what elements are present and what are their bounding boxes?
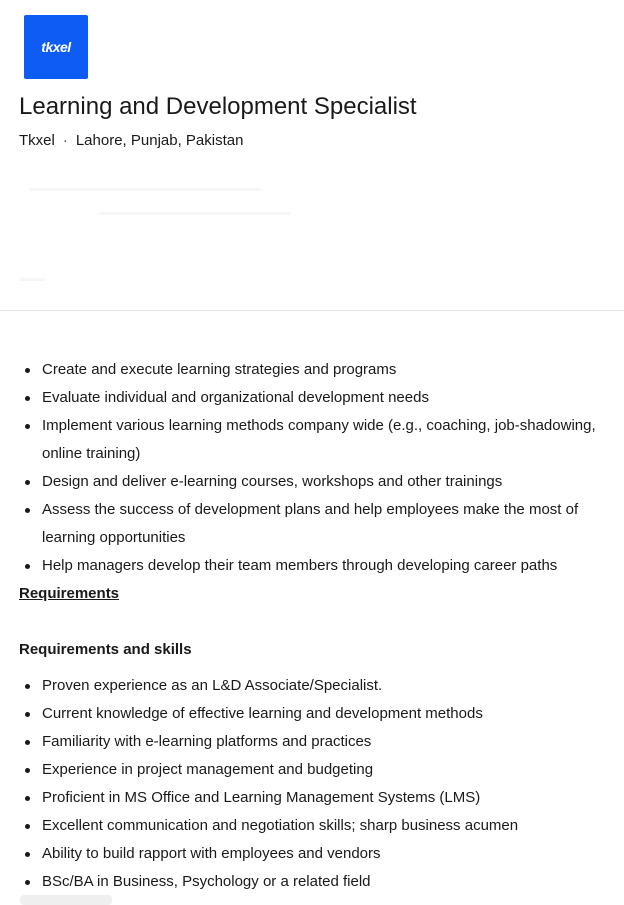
faded-placeholder-area (20, 180, 320, 280)
job-subtitle (19, 132, 243, 149)
list-item: Evaluate individual and organizational development needs (42, 384, 619, 412)
job-title: Learning and Development Specialist (19, 93, 417, 120)
list-item: Excellent communication and negotiation skills; sharp business acumen (42, 812, 619, 840)
job-location: Lahore, Punjab, Pakistan (75, 132, 244, 149)
list-item: Help managers develop their team members through developing career paths (42, 552, 619, 580)
list-item: Proven experience as an L&D Associate/Specialist. (42, 672, 619, 700)
list-item: Assess the success of development plans and help employees make the most of learning opportunities (42, 496, 619, 552)
list-item: Ability to build rapport with employees and vendors (42, 840, 619, 868)
separator: · (62, 132, 68, 149)
responsibilities-list (19, 356, 619, 580)
requirements-label: Requirements (19, 585, 120, 602)
list-item: Familiarity with e-learning platforms and practices (42, 728, 619, 756)
company-name[interactable]: Tkxel (19, 132, 55, 149)
company-logo[interactable] (24, 15, 88, 79)
list-item: Implement various learning methods company wide (e.g., coaching, job-shadowing, online training) (42, 412, 619, 468)
list-item: Current knowledge of effective learning and development methods (42, 700, 619, 728)
requirements-heading: Requirements and skills (19, 641, 192, 658)
list-item: BSc/BA in Business, Psychology or a related field (42, 868, 619, 896)
job-description (19, 356, 619, 896)
list-item: Experience in project management and budgeting (42, 756, 619, 784)
requirements-list (19, 672, 619, 896)
list-item: Proficient in MS Office and Learning Management Systems (LMS) (42, 784, 619, 812)
list-item: Create and execute learning strategies and programs (42, 356, 619, 384)
list-item: Design and deliver e-learning courses, workshops and other trainings (42, 468, 619, 496)
section-divider (0, 310, 624, 311)
company-logo-text: tkxel (41, 39, 71, 55)
show-more-button[interactable] (20, 895, 112, 905)
